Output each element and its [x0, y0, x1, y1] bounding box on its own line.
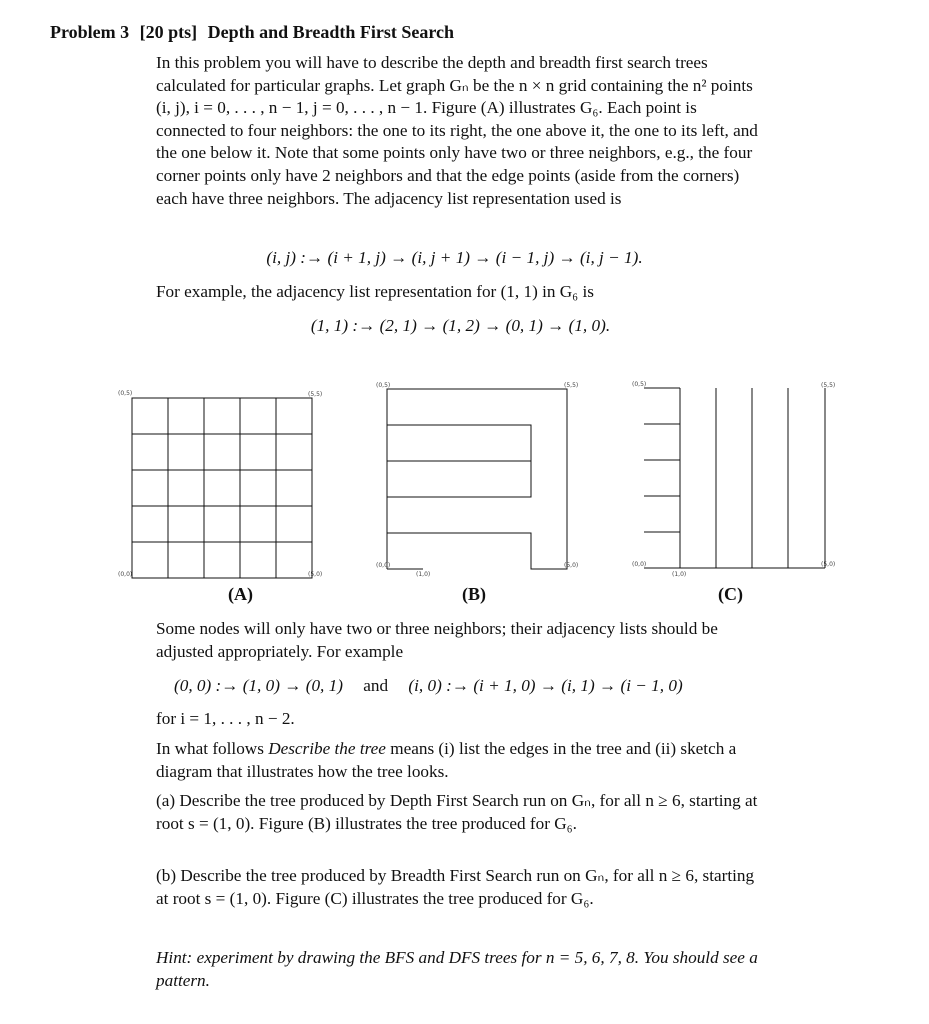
describe-emphasis: Describe the tree [268, 739, 386, 758]
problem-points: [20 pts] [139, 22, 198, 42]
boundary-range: for i = 1, . . . , n − 2. [156, 709, 295, 728]
figure-b-label-tl: (0,5) [376, 382, 391, 389]
boundary-formulas [174, 676, 683, 696]
problem-title: Depth and Breadth First Search [207, 22, 455, 42]
boundary-and: and [363, 676, 389, 695]
adjacency-formula: (i, j) :→ (i + 1, j) → (i, j + 1) → (i − 1, j) → (i, j − 1). [266, 248, 643, 267]
hint: Hint: experiment by drawing the BFS and DFS trees for n = 5, 6, 7, 8. You should see a pattern. [156, 948, 758, 990]
figure-b-caption: (B) [462, 584, 486, 604]
describe-pre: In what follows [156, 739, 269, 758]
example-intro: For example, the adjacency list representation for (1, 1) in G₆ is [156, 282, 594, 301]
figure-b-label-br: (5,0) [564, 562, 579, 569]
figure-c-label-br: (5,0) [821, 561, 836, 568]
figure-a-label-bl: (0,0) [118, 571, 133, 578]
figure-a-label-br: (5,0) [308, 571, 323, 578]
problem-number: Problem 3 [50, 22, 130, 42]
figure-a-label-tl: (0,5) [118, 390, 133, 397]
figure-c-label-root: (1,0) [672, 571, 687, 578]
describe-paragraph [156, 738, 760, 783]
boundary-paragraph: Some nodes will only have two or three neighbors; their adjacency lists should be adjusted appropriately. For example [156, 619, 718, 661]
problem-header [50, 22, 460, 43]
part-b: (b) Describe the tree produced by Breadth First Search run on Gₙ, for all n ≥ 6, starting at root s = (1, 0). Figure (C) illustrates the tree produced for G₆. [156, 866, 755, 908]
figure-a-grid [110, 385, 325, 580]
figure-c-bfs-tree [630, 378, 845, 583]
boundary-formula-edge: (i, 0) :→ (i + 1, 0) → (i, 1) → (i − 1, 0) [408, 676, 683, 695]
figure-c-label-bl: (0,0) [632, 561, 647, 568]
figure-b-label-bl: (0,0) [376, 562, 391, 569]
describe-post: means (i) list the edges in the tree and (ii) sketch a diagram that illustrates how the tree looks. [156, 739, 737, 781]
figure-c-caption: (C) [718, 584, 743, 604]
boundary-formula-corner: (0, 0) :→ (1, 0) → (0, 1) [174, 676, 343, 695]
figure-b-label-tr: (5,5) [564, 382, 579, 389]
figure-a-caption: (A) [228, 584, 253, 604]
figure-b-label-root: (1,0) [416, 571, 431, 578]
example-formula: (1, 1) :→ (2, 1) → (1, 2) → (0, 1) → (1, 0). [310, 316, 611, 335]
intro-paragraph: In this problem you will have to describe the depth and breadth first search trees calculated for particular graphs. Let graph Gₙ be the n × n grid containing the n² points (i, j), i = 0, . . . , n − 1, j = 0, . . . , n − 1. Figure (A) illustrates G₆. Each point is connected to four neighbors: the one to its right, the one above it, the one to its left, and the one below it. Note that some points only have two or three neighbors, e.g., the four corner points only have 2 neighbors and that the edge points (aside from the corners) each have three neighbors. The adjacency list representation used is [156, 53, 758, 208]
part-a: (a) Describe the tree produced by Depth First Search run on Gₙ, for all n ≥ 6, starting at root s = (1, 0). Figure (B) illustrates the tree produced for G₆. [156, 791, 758, 833]
figure-a-label-tr: (5,5) [308, 391, 323, 398]
figure-b-dfs-tree [370, 378, 585, 583]
figure-c-label-tl: (0,5) [632, 381, 647, 388]
figure-c-label-tr: (5,5) [821, 382, 836, 389]
